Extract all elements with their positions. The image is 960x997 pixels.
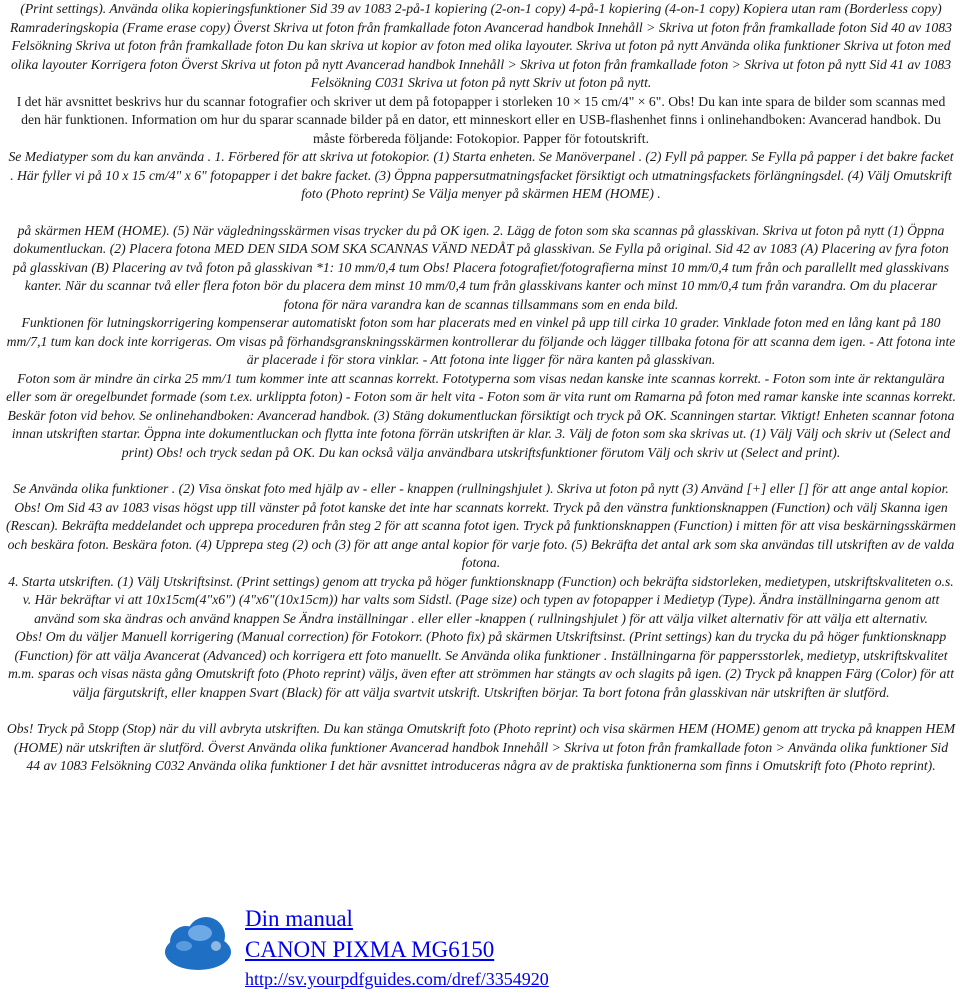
yourpdfguides-cloud-logo-icon	[158, 906, 238, 986]
paragraph: Obs! Om du väljer Manuell korrigering (Manual correction) för Fotokorr. (Photo fix) på skärmen Utskriftsinst. (Print settings) kan du trycka du på höger funktionsknapp (Function) för att välja Avancerat (Advanced) och korrigera ett foto manuellt. Se Använda olika funktioner . Inställningarna för pappersstorlek, medietyp, utskriftskvalitet m.m. sparas och visas nästa gång Omutskrift foto (Photo reprint) väljs, även efter att strömmen har stängts av och slagits på igen. (2) Tryck på knappen Färg (Color) för att välja färgutskrift, eller knappen Svart (Black) för att välja svartvit utskrift. Utskriften börjar. Ta bort fotona från glasskivan när utskriften är slutförd.	[7, 629, 955, 700]
product-link[interactable]: CANON PIXMA MG6150	[245, 936, 495, 962]
paragraph: Beskär foton vid behov. Se onlinehandboken: Avancerad handbok. (3) Stäng dokumentluckan försiktigt och tryck på OK. Scanningen startar. Viktigt! Enheten scannar fotona innan utskriften startar. Öppna inte dokumentluckan och flytta inte fotona förrän utskriften är klar. 3. Välj de foton som ska skrivas ut. (1) Välj Välj och skriv ut (Select and print) Obs! och tryck sedan på OK. Du kan också välja användbara utskriftsfunktioner förutom Välj och skriv ut (Select and print).	[7, 407, 955, 460]
paragraph: Se Mediatyper som du kan använda . 1. Förbered för att skriva ut fotokopior. (1) Starta enheten. Se Manöverpanel . (2) Fyll på papper. Se Fylla på papper i det bakre facket . Här fyller vi på 10 x 15 cm/4" x 6" fotopapper i det bakre facket. (3) Öppna pappersutmatningsfacket försiktigt och utmatningsfackets förlängningsdel. (4) Välj Omutskrift foto (Photo reprint) Se Välja menyer på skärmen HEM (HOME) .	[8, 149, 954, 201]
document-body	[6, 0, 956, 776]
paragraph: 4. Starta utskriften. (1) Välj Utskriftsinst. (Print settings) genom att trycka på höger funktionsknapp (Function) och bekräfta sidstorleken, medietypen, utskriftskvaliteten o.s.	[8, 573, 954, 589]
paragraph: Funktionen för lutningskorrigering kompenserar automatiskt foton som har placerats med en vinkel på upp till cirka 10 grader. Vinklade foton med en lång kant på 180 mm/7,1 tum kan dock inte korrigeras. Om visas på förhandsgranskningsskärmen kontrollerar du följande och lägger tillbaka fotona för att scanna dem igen. - Att fotona inte är placerade i för stora vinklar. - Att fotona inte ligger för nära kanten på glasskivan.	[6, 315, 956, 367]
paragraph: Obs! Tryck på Stopp (Stop) när du vill avbryta utskriften. Du kan stänga Omutskrift foto (Photo reprint) och visa skärmen HEM (HOME) genom att trycka på knappen HEM (HOME) när utskriften är slutförd. Överst Använda olika funktioner Avancerad handbok Innehåll > Skriva ut foton från framkallade foton > Använda olika funktioner Sid 44 av 1083 Felsökning C032 Använda olika funktioner I det här avsnittet introduceras några av de praktiska funktionerna som finns i Omutskrift foto (Photo reprint).	[6, 721, 956, 773]
footer	[0, 902, 960, 997]
footer-links	[245, 904, 549, 993]
paragraph: Foton som är mindre än cirka 25 mm/1 tum kommer inte att scannas korrekt. Fototyperna som visas nedan kanske inte scannas korrekt. - Foton som inte är rektangulära eller som är oregelbundet formade (som t.ex. urklippta foton) - Foton som är helt vita - Foton som är vita runt om Ramarna på foton med ramar kanske inte scannas korrekt.	[6, 370, 956, 404]
paragraph: på skärmen HEM (HOME). (5) När vägledningsskärmen visas trycker du på OK igen. 2. Lägg de foton som ska scannas på glasskivan. Skriva ut foton på nytt (1) Öppna dokumentluckan. (2) Placera fotona MED DEN SIDA SOM SKA SCANNAS VÄND NEDÅT på glasskivan. Se Fylla på original. Sid 42 av 1083 (A) Placering av fyra foton på glasskivan (B) Placering av två foton på glasskivan *1: 10 mm/0,4 tum Obs! Placera fotografiet/fotografierna minst 10 mm/0,4 tum från och parallellt med glasskivans kanter. När du scannar två eller flera foton bör du placera dem minst 10 mm/0,4 tum från glasskivans kanter och minst 10 mm/0,4 tum från varandra. Om du placerar fotona för nära varandra kan de scannas tillsammans som en enda bild.	[13, 222, 949, 312]
paragraph: Se Använda olika funktioner . (2) Visa önskat foto med hjälp av - eller - knappen (rullningshjulet ). Skriva ut foton på nytt (3) Använd [+] eller [] för att ange antal kopior. Obs! Om Sid 43 av 1083 visas högst upp till vänster på fotot kanske det inte har scannats korrekt. Tryck på den vänstra funktionsknappen (Function) och välj Skanna igen (Rescan). Bekräfta meddelandet och upprepa proceduren från steg 2 för att scanna fotot igen. Tryck på funktionsknappen (Function) i mitten för att visa beskärningsskärmen och beskära foton. Beskära foton. (4) Upprepa steg (2) och (3) för att ange antal kopior för varje foto. (5) Bekräfta det antal ark som ska användas till utskriften av de valda fotona.	[6, 481, 956, 570]
paragraph: I det här avsnittet beskrivs hur du scannar fotografier och skriver ut dem på fotopapper i storleken 10 × 15 cm/4" × 6". Obs! Du kan inte spara de bilder som scannas med den här funktionen. Information om hur du sparar scannade bilder på en dator, ett minneskort eller en USB-flashenhet finns i onlinehandboken: Avancerad handbok. Du måste förbereda följande: Fotokopior. Papper för fotoutskrift.	[16, 93, 946, 146]
paragraph: v. Här bekräftar vi att 10x15cm(4"x6") (4"x6"(10x15cm)) har valts som Sidstl. (Page size) och typen av fotopapper i Medietyp (Type). Ändra inställningarna genom att använd som ska ändras och använd knappen Se Ändra inställningar . eller eller -knappen ( rullningshjulet ) för att välja vilket alternativ för att välja ett alternativ.	[22, 592, 940, 626]
guide-url-link[interactable]: http://sv.yourpdfguides.com/dref/3354920	[245, 969, 549, 989]
paragraph: (Print settings). Använda olika kopieringsfunktioner Sid 39 av 1083 2-på-1 kopiering (2-on-1 copy) 4-på-1 kopiering (4-on-1 copy) Kopiera utan ram (Borderless copy) Ramraderingskopia (Frame erase copy) Överst Skriva ut foton från framkallade foton Avancerad handbok Innehåll > Skriva ut foton från framkallade foton Sid 40 av 1083 Felsökning Skriva ut foton från framkallade foton Du kan skriva ut kopior av foton med olika layouter. Skriva ut foton på nytt Använda olika funktioner Skriva ut foton med olika layouter Korrigera foton Överst Skriva ut foton på nytt Avancerad handbok Innehåll > Skriva ut foton från framkallade foton > Skriva ut foton på nytt Sid 41 av 1083 Felsökning C031 Skriva ut foton på nytt Skriv ut foton på nytt.	[10, 1, 952, 90]
manual-link[interactable]: Din manual	[245, 906, 353, 931]
